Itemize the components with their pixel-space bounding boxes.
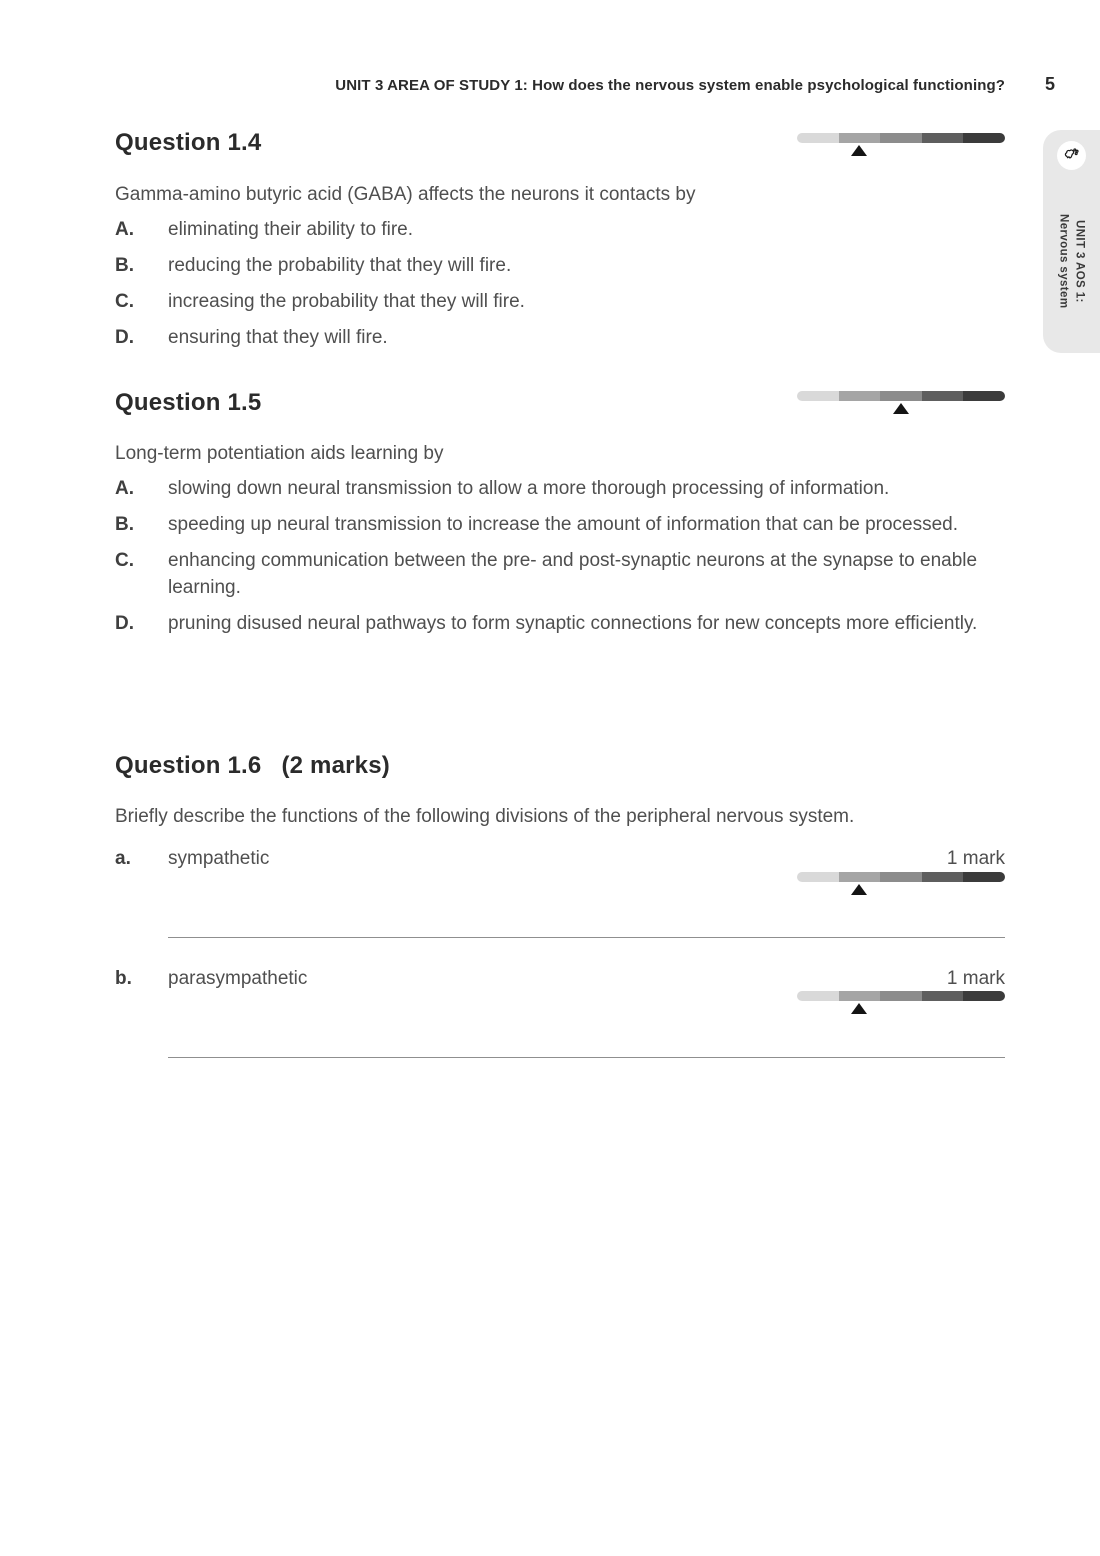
difficulty-segment <box>880 991 922 1001</box>
option-text: pruning disused neural pathways to form synaptic connections for new concepts more efficiently. <box>168 613 978 634</box>
difficulty-bar <box>797 133 1005 143</box>
difficulty-segment <box>839 133 881 143</box>
difficulty-marker-icon <box>893 403 909 414</box>
option-row <box>115 610 1005 637</box>
answer-line <box>168 937 1005 938</box>
difficulty-segment <box>839 391 881 401</box>
question-1-5-options <box>115 475 1005 646</box>
difficulty-bar <box>797 391 1005 401</box>
difficulty-meter <box>797 872 1005 898</box>
option-text: ensuring that they will fire. <box>168 327 388 348</box>
option-text: eliminating their ability to fire. <box>168 219 413 240</box>
option-text: speeding up neural transmission to increase the amount of information that can be processed. <box>168 514 959 535</box>
difficulty-segment <box>839 872 881 882</box>
option-text: slowing down neural transmission to allow a more thorough processing of information. <box>168 478 890 499</box>
difficulty-segment <box>880 872 922 882</box>
difficulty-marker-icon <box>851 145 867 156</box>
option-row <box>115 216 1005 243</box>
question-1-6-number: Question 1.6 <box>115 752 262 779</box>
difficulty-segment <box>922 872 964 882</box>
difficulty-segment <box>797 991 839 1001</box>
difficulty-segment <box>963 391 1005 401</box>
option-row <box>115 288 1005 315</box>
difficulty-meter <box>797 391 1005 417</box>
option-letter: B. <box>115 255 134 276</box>
difficulty-segment <box>839 991 881 1001</box>
difficulty-bar <box>797 872 1005 882</box>
part-marks: 1 mark <box>946 968 1005 989</box>
page-header: UNIT 3 AREA OF STUDY 1: How does the nervous system enable psychological functioning? <box>335 77 1005 94</box>
question-1-6-stem: Briefly describe the functions of the following divisions of the peripheral nervous system. <box>115 806 855 827</box>
option-letter: D. <box>115 613 134 634</box>
option-letter: A. <box>115 478 134 499</box>
option-letter: C. <box>115 291 134 312</box>
option-row <box>115 252 1005 279</box>
option-letter: B. <box>115 514 134 535</box>
part-text: sympathetic <box>168 848 270 869</box>
option-row <box>115 324 1005 351</box>
question-1-4-options <box>115 216 1005 360</box>
option-row <box>115 511 1005 538</box>
difficulty-segment <box>797 133 839 143</box>
question-1-5-stem: Long-term potentiation aids learning by <box>115 443 444 464</box>
difficulty-segment <box>797 391 839 401</box>
part-b-row <box>115 965 1005 992</box>
difficulty-marker-icon <box>851 1003 867 1014</box>
part-marks: 1 mark <box>946 848 1005 869</box>
option-letter: D. <box>115 327 134 348</box>
side-tab-text-wrap <box>1056 170 1088 353</box>
option-letter: A. <box>115 219 134 240</box>
difficulty-segment <box>963 872 1005 882</box>
difficulty-meter <box>797 991 1005 1017</box>
difficulty-segment <box>922 391 964 401</box>
brain-icon <box>1057 141 1086 170</box>
difficulty-segment <box>963 991 1005 1001</box>
chapter-side-tab <box>1043 130 1100 353</box>
option-text: enhancing communication between the pre- and post-synaptic neurons at the synapse to enable learning. <box>168 550 978 598</box>
option-text: reducing the probability that they will fire. <box>168 255 512 276</box>
difficulty-marker-icon <box>851 884 867 895</box>
difficulty-segment <box>922 133 964 143</box>
difficulty-segment <box>963 133 1005 143</box>
answer-line <box>168 1057 1005 1058</box>
difficulty-segment <box>922 991 964 1001</box>
option-letter: C. <box>115 550 134 571</box>
option-row <box>115 475 1005 502</box>
difficulty-meter <box>797 133 1005 159</box>
question-1-4-title: Question 1.4 <box>115 129 262 156</box>
part-a-row <box>115 845 1005 872</box>
difficulty-bar <box>797 991 1005 1001</box>
question-1-6-title <box>115 752 390 780</box>
question-1-5-title: Question 1.5 <box>115 389 262 416</box>
part-letter: a. <box>115 848 131 869</box>
option-text: increasing the probability that they will fire. <box>168 291 525 312</box>
side-tab-label: UNIT 3 AOS 1: Nervous system <box>1057 214 1086 309</box>
page-number: 5 <box>1044 74 1055 94</box>
difficulty-segment <box>797 872 839 882</box>
difficulty-segment <box>880 133 922 143</box>
part-text: parasympathetic <box>168 968 308 989</box>
question-1-4-stem: Gamma-amino butyric acid (GABA) affects the neurons it contacts by <box>115 184 696 205</box>
difficulty-segment <box>880 391 922 401</box>
option-row <box>115 547 1005 601</box>
part-letter: b. <box>115 968 132 989</box>
question-1-6-marks: (2 marks) <box>281 752 390 779</box>
